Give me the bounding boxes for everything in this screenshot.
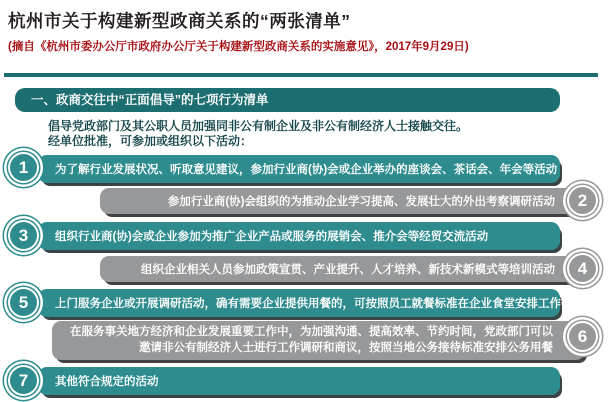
item-number-badge-6: 6 [569, 323, 596, 350]
list-item-bar-4: 组织企业相关人员参加政策宣贯、产业提升、人才培养、新技术新模式等培训活动 [100, 256, 585, 282]
item-number-badge-1: 1 [10, 154, 37, 181]
item-number-badge-3: 3 [10, 222, 37, 249]
list-item-bar-1: 为了解行业发展状况、听取意见建议，参加行业商(协)会或企业举办的座谈会、茶话会、年会等活动 [38, 155, 560, 183]
list-item-bar-7: 其他符合规定的活动 [38, 367, 560, 395]
list-item-bar-5: 上门服务企业或开展调研活动，确有需要企业提供用餐的，可按照员工就餐标准在企业食堂安排工作餐 [38, 289, 560, 317]
intro-line-2: 经单位批准，可参加或组织以下活动： [48, 134, 253, 148]
item-number-badge-2: 2 [569, 187, 596, 214]
item-number-badge-4: 4 [569, 255, 596, 282]
divider-rule [4, 73, 598, 77]
list-item-bar-2: 参加行业商(协)会组织的为推动企业学习提高、发展壮大的外出考察调研活动 [100, 188, 585, 214]
source-note: (摘自《杭州市委办公厅市政府办公厅关于构建新型政商关系的实施意见》，2017年9月29日) [8, 41, 469, 53]
list-item-bar-3: 组织行业商(协)会或企业参加为推广企业产品或服务的展销会、推介会等经贸交流活动 [38, 222, 560, 250]
page-title: 杭州市关于构建新型政商关系的“两张清单” [8, 11, 351, 31]
intro-line-1: 倡导党政部门及其公职人员加强同非公有制企业及非公有制经济人士接触交往。 [48, 119, 469, 133]
section-intro [48, 119, 588, 149]
item-number-badge-7: 7 [10, 367, 37, 394]
section-heading: 一、政商交往中“正面倡导”的七项行为清单 [15, 88, 560, 112]
item-number-badge-5: 5 [10, 289, 37, 316]
list-item-bar-6: 在服务事关地方经济和企业发展重要工作中，为加强沟通、提高效率、节约时间，党政部门可以邀请非公有制经济人士进行工作调研和商议，按照当地公务接待标准安排公务用餐 [52, 321, 585, 360]
